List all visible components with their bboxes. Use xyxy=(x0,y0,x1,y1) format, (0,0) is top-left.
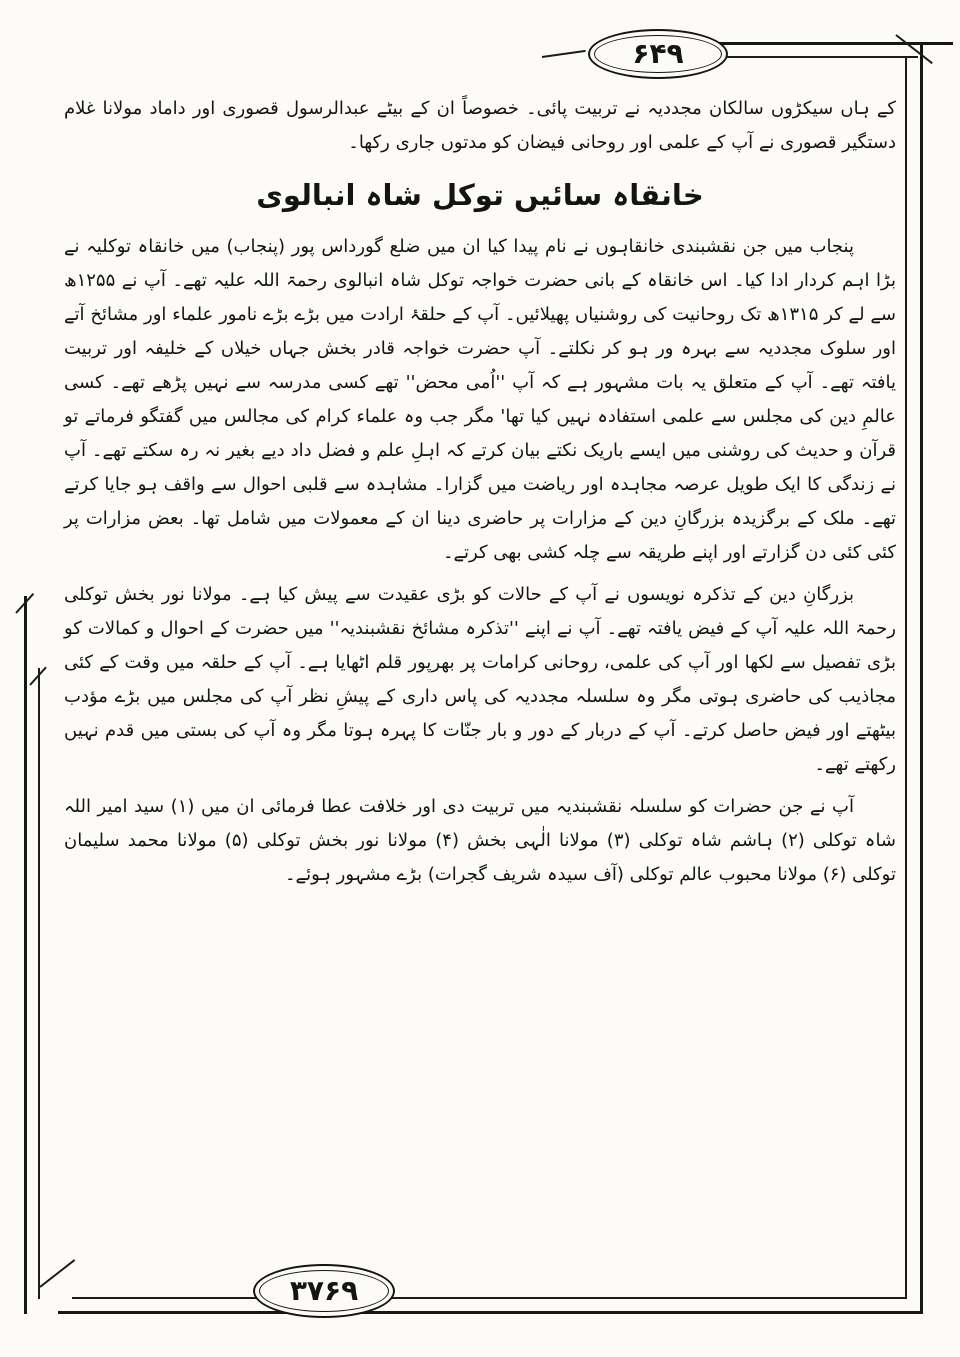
page-number-bottom: ۳۷۶۹ xyxy=(289,1274,359,1307)
frame-left-outer-line xyxy=(24,596,27,1314)
frame-right-inner-line xyxy=(905,56,907,1299)
frame-right-outer-line xyxy=(920,42,923,1314)
footer-number-cartouche-inner xyxy=(259,1270,389,1312)
page-text-block xyxy=(64,92,896,900)
frame-left-inner-line xyxy=(38,668,40,1299)
page-number-cartouche-top xyxy=(588,29,728,79)
frame-bottom-outer-line xyxy=(58,1311,923,1314)
frame-bottom-left-mitre xyxy=(39,1259,75,1288)
frame-bottom-inner-line xyxy=(72,1297,907,1299)
page-number-cartouche-top-inner xyxy=(594,35,722,73)
footer-number-cartouche xyxy=(253,1264,395,1318)
frame-top-outer-line xyxy=(715,42,953,45)
paragraph-intro: کے ہاں سیکڑوں سالکان مجددیہ نے تربیت پائی۔ خصوصاً ان کے بیٹے عبدالرسول قصوری اور داماد مولانا غلام دستگیر قصوری نے آپ کے علمی اور روحانی فیضان کو مدتوں جاری رکھا۔ xyxy=(64,98,896,153)
frame-top-right-mitre xyxy=(895,34,932,64)
paragraph-khulafa-list: آپ نے جن حضرات کو سلسلہ نقشبندیہ میں تربیت دی اور خلافت عطا فرمائی ان میں (۱) سید امیر اللہ شاہ توکلی (۲) ہاشم شاہ توکلی (۳) مولانا الٰہی بخش (۴) مولانا نور بخش توکلی (۵) مولانا محمد سلیمان توکلی (۶) مولانا محبوب عالم توکلی (آف سیدہ شریف گجرات) بڑے مشہور ہوئے۔ xyxy=(64,795,897,885)
page-number-top: ۶۴۹ xyxy=(632,37,684,70)
frame-top-inner-line xyxy=(724,56,918,58)
section-heading: خانقاہ سائیں توکل شاہ انبالوی xyxy=(256,178,704,212)
paragraph-khanqah-history: پنجاب میں جن نقشبندی خانقاہوں نے نام پیدا کیا ان میں ضلع گورداس پور (پنجاب) میں خانقاہ توکلیہ نے بڑا اہم کردار ادا کیا۔ اس خانقاہ کے بانی حضرت خواجہ توکل شاہ انبالوی رحمۃ اللہ علیہ تھے۔ آپ نے ۱۲۵۵ھ سے لے کر ۱۳۱۵ھ تک روحانیت کی روشنیاں پھیلائیں۔ آپ کے حلقۂ ارادت میں بڑے بڑے نامور علماء اور مشائخ آتے اور سلوک مجددیہ سے بہرہ ور ہو کر نکلتے۔ آپ حضرت خواجہ قادر بخش جہاں خیلاں کے خلیفہ اور تربیت یافتہ تھے۔ آپ کے متعلق یہ بات مشہور ہے کہ آپ ''اُمی محض'' تھے کسی مدرسہ سے نہیں پڑھے تھے۔ کسی عالمِ دین کی مجلس سے علمی استفادہ نہیں کیا تھا' مگر جب وہ علماء کرام کی مجالس میں گفتگو فرماتے تو قرآن و حدیث کی روشنی میں ایسے باریک نکتے بیان کرتے کہ اہلِ علم و فضل داد دیے بغیر نہ رہ سکتے تھے۔ آپ نے زندگی کا ایک طویل عرصہ مجاہدہ اور ریاضت میں گزارا۔ مشاہدہ سے قلبی احوال سے واقف ہو جایا کرتے تھے۔ ملک کے برگزیدہ بزرگانِ دین کے مزارات پر حاضری دینا ان کے معمولات میں شامل تھا۔ بعض مزارات پر کئی کئی دن گزارتے اور اپنے طریقہ سے چلہ کشی بھی کرتے۔ xyxy=(64,235,897,563)
header-cartouche-flourish xyxy=(542,50,586,58)
paragraph-tazkira: بزرگانِ دین کے تذکرہ نویسوں نے آپ کے حالات کو بڑی عقیدت سے پیش کیا ہے۔ مولانا نور بخش توکلی رحمۃ اللہ علیہ آپ کے فیض یافتہ تھے۔ آپ نے اپنے ''تذکرہ مشائخ نقشبندیہ'' میں حضرت کے احوال و کمالات کو بڑی تفصیل سے لکھا اور آپ کی علمی، روحانی کرامات پر بھرپور قلم اٹھایا ہے۔ آپ کے حلقہ میں وقت کے کئی مجاذیب کی حاضری ہوتی مگر وہ سلسلہ مجددیہ کی پاس داری کے پیشِ نظر آپ کی مجلس میں بڑے مؤدب بیٹھتے اور فیض حاصل کرتے۔ آپ کے دربار کے دور و بار جنّات کا پہرہ ہوتا مگر وہ آپ کی بستی میں قدم نہیں رکھتے تھے۔ xyxy=(64,583,896,775)
